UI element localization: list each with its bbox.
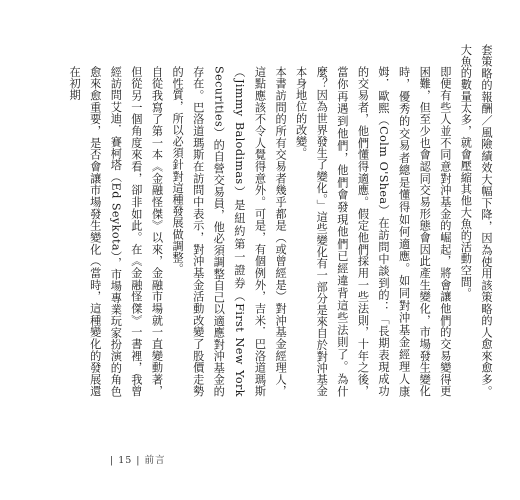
paragraph-3: 本書訪問的所有交易者幾乎都是（或曾經是）對沖基金經理人，這點應該不令人覺得意外。可是，有個例外，吉米．巴洛道瑪斯（Jimmy Balodimas）是紐約第一證券（First New York Securities）的自營交易員，他必須調整自己以適應對沖基金的存在。巴洛道瑪斯在訪問中表示，對沖基金活動改變了股價走勢的性質，所以必須針對這種發展做調整。 xyxy=(171,66,288,397)
footer-separator: | xyxy=(136,455,141,466)
section-title: 前言 xyxy=(144,455,166,466)
footer-separator-left: | xyxy=(110,455,115,466)
paragraph-2: 即便有些人並不同意對沖基金的崛起，將會讓他們的交易變得更困難，但至少也會認同交易形態會因此產生變化，市場發生變化時，優秀的交易者總是懂得如何適應。如同對沖基金經理人康姆．歐熙（Colm O'Shea）在訪問中談到的：「長期表現成功的交易者，他們懂得適應。假定他們採用一些法則，十年之後，當你再遇到他們，他們會發現他們已經違背這些法則了。為什麼？因為世界發生了變化。」這些變化有一部分是來自於對沖基金本身地位的改變。 xyxy=(294,66,452,397)
page-number: 15 xyxy=(118,455,133,466)
page-footer xyxy=(106,452,166,466)
body-text xyxy=(64,44,496,397)
paragraph-4: 自從我寫了第一本《金融怪傑》以來，金融市場就一直變動著，但從另一個角度來看，卻非如此。在《金融怪傑》一書裡，我曾經訪問艾迪．賽柯塔（Ed Seykota），市場專業玩家扮演的角色愈來愈重要，是否會讓市場發生變化（當時，這種變化的發展還在初期 xyxy=(68,66,164,397)
paragraph-1: 套策略的報酬／風險績效大幅下降，因為使用該策略的人愈來愈多。大魚的數量太多，就會壓縮其他大魚的活動空間。 xyxy=(459,44,493,397)
